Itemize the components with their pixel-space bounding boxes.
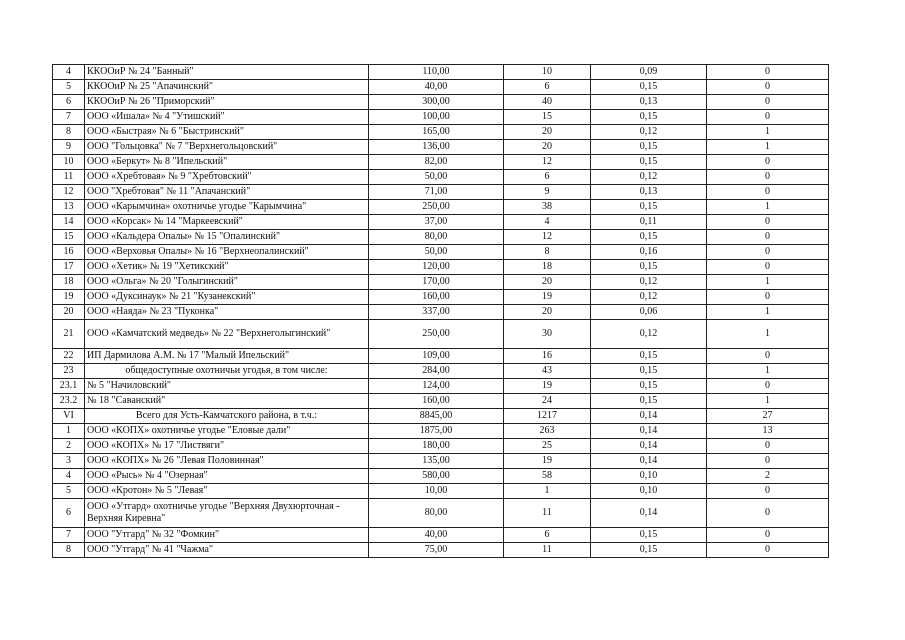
count-cell: 19 xyxy=(504,454,591,469)
area-cell: 8845,00 xyxy=(369,409,504,424)
row-number-cell: 21 xyxy=(53,320,85,349)
rate-cell: 0,15 xyxy=(591,260,707,275)
count-cell: 11 xyxy=(504,543,591,558)
table-row xyxy=(53,499,829,528)
hunting-ground-name-cell: ООО "Хребтовая" № 11 "Апачанский" xyxy=(85,185,369,200)
hunting-ground-name-cell: ККООиР № 25 "Апачинский" xyxy=(85,80,369,95)
table-row xyxy=(53,200,829,215)
count-cell: 6 xyxy=(504,80,591,95)
rate-cell: 0,11 xyxy=(591,215,707,230)
row-number-cell: 6 xyxy=(53,95,85,110)
rate-cell: 0,14 xyxy=(591,409,707,424)
area-cell: 100,00 xyxy=(369,110,504,125)
rate-cell: 0,12 xyxy=(591,290,707,305)
area-cell: 50,00 xyxy=(369,170,504,185)
quota-cell: 2 xyxy=(707,469,829,484)
area-cell: 37,00 xyxy=(369,215,504,230)
area-cell: 180,00 xyxy=(369,439,504,454)
rate-cell: 0,16 xyxy=(591,245,707,260)
rate-cell: 0,15 xyxy=(591,364,707,379)
count-cell: 4 xyxy=(504,215,591,230)
quota-cell: 0 xyxy=(707,454,829,469)
quota-cell: 0 xyxy=(707,379,829,394)
row-number-cell: 22 xyxy=(53,349,85,364)
area-cell: 124,00 xyxy=(369,379,504,394)
hunting-ground-name-cell: ООО "Утгард" № 41 "Чажма" xyxy=(85,543,369,558)
rate-cell: 0,14 xyxy=(591,499,707,528)
hunting-ground-name-cell: ООО «Корсак» № 14 "Маркеевский" xyxy=(85,215,369,230)
count-cell: 1 xyxy=(504,484,591,499)
table-row xyxy=(53,305,829,320)
count-cell: 11 xyxy=(504,499,591,528)
table-row xyxy=(53,95,829,110)
quota-cell: 1 xyxy=(707,305,829,320)
count-cell: 10 xyxy=(504,65,591,80)
row-number-cell: 15 xyxy=(53,230,85,245)
count-cell: 1217 xyxy=(504,409,591,424)
count-cell: 20 xyxy=(504,140,591,155)
area-cell: 1875,00 xyxy=(369,424,504,439)
hunting-ground-name-cell: ООО «КОПХ» охотничье угодье "Еловые дали" xyxy=(85,424,369,439)
area-cell: 80,00 xyxy=(369,230,504,245)
quota-cell: 0 xyxy=(707,439,829,454)
row-number-cell: 8 xyxy=(53,125,85,140)
rate-cell: 0,06 xyxy=(591,305,707,320)
rate-cell: 0,15 xyxy=(591,394,707,409)
quota-cell: 0 xyxy=(707,499,829,528)
table-row xyxy=(53,155,829,170)
table-row xyxy=(53,170,829,185)
hunting-ground-name-cell: общедоступные охотничьи угодья, в том числе: xyxy=(85,364,369,379)
count-cell: 12 xyxy=(504,230,591,245)
area-cell: 580,00 xyxy=(369,469,504,484)
quota-cell: 0 xyxy=(707,484,829,499)
row-number-cell: 13 xyxy=(53,200,85,215)
quota-cell: 1 xyxy=(707,275,829,290)
row-number-cell: 11 xyxy=(53,170,85,185)
count-cell: 20 xyxy=(504,125,591,140)
count-cell: 8 xyxy=(504,245,591,260)
rate-cell: 0,12 xyxy=(591,320,707,349)
area-cell: 135,00 xyxy=(369,454,504,469)
quota-cell: 0 xyxy=(707,349,829,364)
table-row xyxy=(53,320,829,349)
count-cell: 25 xyxy=(504,439,591,454)
area-cell: 337,00 xyxy=(369,305,504,320)
rate-cell: 0,15 xyxy=(591,140,707,155)
quota-cell: 0 xyxy=(707,185,829,200)
hunting-ground-name-cell: ККООиР № 26 "Приморский" xyxy=(85,95,369,110)
count-cell: 40 xyxy=(504,95,591,110)
rate-cell: 0,15 xyxy=(591,155,707,170)
row-number-cell: 18 xyxy=(53,275,85,290)
quota-cell: 0 xyxy=(707,260,829,275)
hunting-ground-name-cell: ООО «КОПХ» № 17 "Листвяги" xyxy=(85,439,369,454)
rate-cell: 0,12 xyxy=(591,170,707,185)
hunting-ground-name-cell: ООО «Рысь» № 4 "Озерная" xyxy=(85,469,369,484)
quota-cell: 0 xyxy=(707,543,829,558)
rate-cell: 0,15 xyxy=(591,80,707,95)
count-cell: 24 xyxy=(504,394,591,409)
rate-cell: 0,15 xyxy=(591,110,707,125)
hunting-ground-name-cell: ООО «Ольга» № 20 "Голыгинский" xyxy=(85,275,369,290)
row-number-cell: 4 xyxy=(53,65,85,80)
area-cell: 160,00 xyxy=(369,290,504,305)
rate-cell: 0,13 xyxy=(591,185,707,200)
rate-cell: 0,13 xyxy=(591,95,707,110)
quota-cell: 1 xyxy=(707,320,829,349)
table-row xyxy=(53,484,829,499)
count-cell: 38 xyxy=(504,200,591,215)
quota-cell: 0 xyxy=(707,230,829,245)
count-cell: 16 xyxy=(504,349,591,364)
hunting-ground-name-cell: ООО «КОПХ» № 26 "Левая Половинная" xyxy=(85,454,369,469)
count-cell: 263 xyxy=(504,424,591,439)
count-cell: 12 xyxy=(504,155,591,170)
hunting-ground-name-cell: ООО «Наяда» № 23 "Пуконка" xyxy=(85,305,369,320)
area-cell: 165,00 xyxy=(369,125,504,140)
quota-cell: 1 xyxy=(707,364,829,379)
rate-cell: 0,12 xyxy=(591,275,707,290)
hunting-ground-name-cell: № 5 "Начиловский" xyxy=(85,379,369,394)
row-number-cell: 6 xyxy=(53,499,85,528)
rate-cell: 0,14 xyxy=(591,454,707,469)
quota-table xyxy=(52,64,829,558)
quota-cell: 0 xyxy=(707,95,829,110)
row-number-cell: 7 xyxy=(53,110,85,125)
count-cell: 18 xyxy=(504,260,591,275)
row-number-cell: 16 xyxy=(53,245,85,260)
rate-cell: 0,15 xyxy=(591,379,707,394)
hunting-ground-name-cell: ООО "Гольцовка" № 7 "Верхнегольцовский" xyxy=(85,140,369,155)
count-cell: 6 xyxy=(504,528,591,543)
hunting-ground-name-cell: ИП Дармилова А.М. № 17 "Малый Ипельский" xyxy=(85,349,369,364)
row-number-cell: 10 xyxy=(53,155,85,170)
area-cell: 50,00 xyxy=(369,245,504,260)
row-number-cell: 23 xyxy=(53,364,85,379)
rate-cell: 0,15 xyxy=(591,349,707,364)
table-row xyxy=(53,290,829,305)
rate-cell: 0,12 xyxy=(591,125,707,140)
quota-cell: 13 xyxy=(707,424,829,439)
hunting-ground-name-cell: Всего для Усть-Камчатского района, в т.ч.: xyxy=(85,409,369,424)
table-row xyxy=(53,424,829,439)
rate-cell: 0,10 xyxy=(591,469,707,484)
row-number-cell: 7 xyxy=(53,528,85,543)
count-cell: 6 xyxy=(504,170,591,185)
area-cell: 75,00 xyxy=(369,543,504,558)
row-number-cell: 17 xyxy=(53,260,85,275)
rate-cell: 0,15 xyxy=(591,543,707,558)
row-number-cell: 3 xyxy=(53,454,85,469)
hunting-ground-name-cell: ООО «Беркут» № 8 "Ипельский" xyxy=(85,155,369,170)
rate-cell: 0,09 xyxy=(591,65,707,80)
quota-cell: 0 xyxy=(707,110,829,125)
count-cell: 30 xyxy=(504,320,591,349)
area-cell: 300,00 xyxy=(369,95,504,110)
table-row xyxy=(53,125,829,140)
table-row xyxy=(53,364,829,379)
table-row xyxy=(53,439,829,454)
count-cell: 9 xyxy=(504,185,591,200)
row-number-cell: 20 xyxy=(53,305,85,320)
row-number-cell: 9 xyxy=(53,140,85,155)
hunting-ground-name-cell: ООО «Кротон» № 5 "Левая" xyxy=(85,484,369,499)
table-row xyxy=(53,185,829,200)
row-number-cell: VI xyxy=(53,409,85,424)
area-cell: 82,00 xyxy=(369,155,504,170)
table-row xyxy=(53,260,829,275)
quota-cell: 1 xyxy=(707,200,829,215)
hunting-ground-name-cell: ООО «Дуксинаук» № 21 "Кузанекский" xyxy=(85,290,369,305)
row-number-cell: 23.2 xyxy=(53,394,85,409)
count-cell: 19 xyxy=(504,379,591,394)
quota-cell: 0 xyxy=(707,155,829,170)
hunting-ground-name-cell: ООО «Утгард» охотничье угодье "Верхняя Двухюрточная - Верхняя Киревна" xyxy=(85,499,369,528)
row-number-cell: 19 xyxy=(53,290,85,305)
table-row xyxy=(53,230,829,245)
table-row xyxy=(53,110,829,125)
area-cell: 160,00 xyxy=(369,394,504,409)
count-cell: 43 xyxy=(504,364,591,379)
row-number-cell: 12 xyxy=(53,185,85,200)
hunting-ground-name-cell: ККООиР № 24 "Банный" xyxy=(85,65,369,80)
hunting-ground-name-cell: ООО «Кальдера Опалы» № 15 "Опалинский" xyxy=(85,230,369,245)
hunting-ground-name-cell: ООО "Утгард" № 32 "Фомкин" xyxy=(85,528,369,543)
area-cell: 284,00 xyxy=(369,364,504,379)
count-cell: 15 xyxy=(504,110,591,125)
table-row xyxy=(53,215,829,230)
hunting-ground-name-cell: № 18 "Саванский" xyxy=(85,394,369,409)
hunting-ground-name-cell: ООО «Хребтовая» № 9 "Хребтовский" xyxy=(85,170,369,185)
quota-cell: 1 xyxy=(707,125,829,140)
row-number-cell: 8 xyxy=(53,543,85,558)
row-number-cell: 1 xyxy=(53,424,85,439)
row-number-cell: 4 xyxy=(53,469,85,484)
area-cell: 40,00 xyxy=(369,80,504,95)
area-cell: 250,00 xyxy=(369,320,504,349)
quota-cell: 0 xyxy=(707,528,829,543)
area-cell: 71,00 xyxy=(369,185,504,200)
count-cell: 19 xyxy=(504,290,591,305)
table-row xyxy=(53,409,829,424)
hunting-ground-name-cell: ООО «Хетик» № 19 "Хетикский" xyxy=(85,260,369,275)
hunting-ground-name-cell: ООО «Верховья Опалы» № 16 "Верхнеопалинский" xyxy=(85,245,369,260)
hunting-ground-name-cell: ООО «Быстрая» № 6 "Быстринский" xyxy=(85,125,369,140)
row-number-cell: 23.1 xyxy=(53,379,85,394)
rate-cell: 0,15 xyxy=(591,528,707,543)
row-number-cell: 2 xyxy=(53,439,85,454)
table-row xyxy=(53,245,829,260)
row-number-cell: 5 xyxy=(53,80,85,95)
table-row xyxy=(53,469,829,484)
quota-cell: 0 xyxy=(707,215,829,230)
rate-cell: 0,10 xyxy=(591,484,707,499)
rate-cell: 0,15 xyxy=(591,230,707,245)
quota-cell: 0 xyxy=(707,245,829,260)
quota-cell: 0 xyxy=(707,290,829,305)
table-row xyxy=(53,454,829,469)
quota-cell: 0 xyxy=(707,80,829,95)
rate-cell: 0,14 xyxy=(591,439,707,454)
row-number-cell: 5 xyxy=(53,484,85,499)
area-cell: 40,00 xyxy=(369,528,504,543)
area-cell: 109,00 xyxy=(369,349,504,364)
area-cell: 136,00 xyxy=(369,140,504,155)
quota-cell: 1 xyxy=(707,394,829,409)
row-number-cell: 14 xyxy=(53,215,85,230)
table-row xyxy=(53,543,829,558)
area-cell: 10,00 xyxy=(369,484,504,499)
rate-cell: 0,14 xyxy=(591,424,707,439)
count-cell: 20 xyxy=(504,305,591,320)
quota-cell: 27 xyxy=(707,409,829,424)
hunting-ground-name-cell: ООО «Карымчина» охотничье угодье "Карымчина" xyxy=(85,200,369,215)
quota-cell: 0 xyxy=(707,170,829,185)
hunting-ground-name-cell: ООО «Ишала» № 4 "Утишский" xyxy=(85,110,369,125)
area-cell: 250,00 xyxy=(369,200,504,215)
count-cell: 20 xyxy=(504,275,591,290)
table-row xyxy=(53,379,829,394)
table-body xyxy=(53,65,829,558)
table-row xyxy=(53,394,829,409)
count-cell: 58 xyxy=(504,469,591,484)
table-row xyxy=(53,140,829,155)
rate-cell: 0,15 xyxy=(591,200,707,215)
area-cell: 170,00 xyxy=(369,275,504,290)
quota-cell: 1 xyxy=(707,140,829,155)
table-row xyxy=(53,528,829,543)
hunting-ground-name-cell: ООО «Камчатский медведь» № 22 "Верхнеголыгинский" xyxy=(85,320,369,349)
table-row xyxy=(53,349,829,364)
table-row xyxy=(53,80,829,95)
area-cell: 80,00 xyxy=(369,499,504,528)
area-cell: 110,00 xyxy=(369,65,504,80)
quota-cell: 0 xyxy=(707,65,829,80)
table-row xyxy=(53,275,829,290)
table-row xyxy=(53,65,829,80)
area-cell: 120,00 xyxy=(369,260,504,275)
